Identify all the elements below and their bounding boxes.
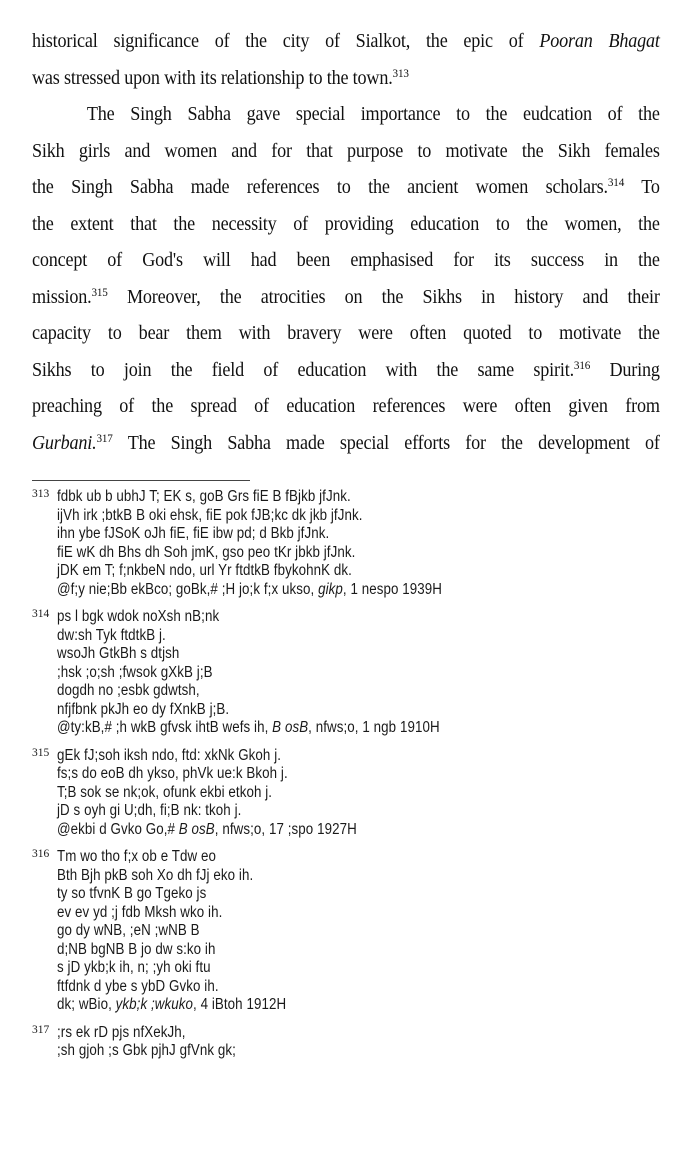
footnote-line: s jD ykb;k ih, n; ;yh oki ftu (57, 959, 211, 976)
text-span: capacity to bear them with bravery were often quoted to motivate the (32, 323, 660, 344)
footnote-ref-316[interactable]: 316 (573, 357, 591, 372)
footnote-line: fs;s do eoB dh ykso, phVk ue:k Bkoh j. (57, 765, 288, 782)
footnote-line: fdbk ub b ubhJ T; EK s, goB Grs fiE B fBjkb jfJnk. (57, 488, 351, 505)
citation-date: , 4 iBtoh 1912H (193, 996, 287, 1013)
body-line (32, 316, 660, 353)
footnote-line: ty so tfvnK B go Tgeko js (57, 885, 207, 902)
citation-date: , nfws;o, 17 ;spo 1927H (214, 820, 357, 838)
footnote-citation (57, 719, 586, 738)
footnote-citation (57, 821, 586, 840)
footnote-line: ;sh gjoh ;s Gbk pjhJ gfVnk gk; (57, 1042, 236, 1059)
body-line (32, 97, 660, 134)
footnote-line: jD s oyh gi U;dh, fi;B nk: tkoh j. (57, 802, 242, 819)
body-line (32, 243, 660, 280)
citation-text: @ty:kB,# ;h wkB gfvsk ihtB wefs ih, (57, 719, 273, 736)
text-span: The Singh Sabha made special efforts for the development of (112, 432, 660, 454)
footnote-line: ;hsk ;o;sh ;fwsok gXkB j;B (57, 663, 213, 681)
footnote-citation (57, 996, 586, 1015)
footnote-line: T;B sok se nk;ok, ofunk ekbi etkoh j. (57, 783, 273, 801)
footnote-line: ev ev yd ;j fdb Mksh wko ih. (57, 903, 223, 921)
footnote-315 (32, 747, 672, 840)
body-line (32, 207, 660, 244)
footnote-line: d;NB bgNB B jo dw s:ko ih (57, 940, 216, 958)
body-text (32, 0, 660, 462)
footnote-line: Tm wo tho f;x ob e Tdw eo (57, 848, 216, 865)
text-span: To (624, 177, 660, 198)
footnote-line: go dy wNB, ;eN ;wNB B (57, 922, 200, 939)
footnote-ref-313[interactable]: 313 (392, 65, 409, 80)
footnote-line: fiE wK dh Bhs dh Soh jmK, gso peo tKr jbkb jfJnk. (57, 543, 356, 561)
citation-date: , 1 nespo 1939H (342, 580, 443, 598)
footnote-number: 313 (32, 488, 50, 500)
footnote-separator (32, 480, 250, 481)
body-line (32, 353, 660, 390)
footnote-ref-314[interactable]: 314 (607, 175, 625, 189)
footnote-313 (32, 488, 672, 599)
text-span: was stressed upon with its relationship to the town. (32, 67, 393, 89)
text-span: the extent that the necessity of providing education to the women, the (32, 213, 660, 235)
body-line (32, 280, 660, 317)
italic-title: Pooran Bhagat (539, 31, 660, 52)
text-span: preaching of the spread of education references were often given from (32, 396, 660, 417)
body-line (32, 61, 660, 98)
text-span: The Singh Sabha gave special importance to the eudcation of the (86, 104, 660, 125)
footnote-line: ftfdnk d ybe s ybD Gvko ih. (57, 977, 219, 995)
footnote-ref-315[interactable]: 315 (91, 284, 108, 299)
italic-term: Gurbani. (32, 432, 97, 454)
footnote-317 (32, 1024, 672, 1061)
footnote-line: Bth Bjh pkB soh Xo dh fJj eko ih. (57, 866, 254, 884)
footnote-line: ps l bgk wdok noXsh nB;nk (57, 608, 220, 625)
footnote-number: 315 (32, 746, 50, 759)
citation-source: B osB (178, 820, 215, 838)
footnote-line: nfjfbnk pkJh eo dy fXnkB j;B. (57, 700, 230, 718)
body-line (32, 426, 660, 463)
footnote-line: jDK em T; f;nkbeN ndo, url Yr ftdtkB fbykohnK dk. (57, 562, 352, 579)
citation-text: @f;y nie;Bb ekBco; goBk,# ;H jo;k f;x ukso, (57, 580, 319, 598)
footnote-314 (32, 608, 672, 738)
citation-source: B osB (272, 719, 309, 736)
citation-source: gikp (318, 580, 343, 598)
footnote-line: wsoJh GtkBh s dtjsh (57, 645, 180, 662)
footnote-ref-317[interactable]: 317 (96, 430, 113, 445)
text-span: Moreover, the atrocities on the Sikhs in history and their (107, 286, 660, 308)
footnote-line: ;rs ek rD pjs nfXekJh, (57, 1023, 186, 1041)
footnote-number: 317 (32, 1023, 50, 1036)
text-span: concept of God's will had been emphasised for its success in the (32, 250, 660, 271)
footnote-line: dogdh no ;esbk gdwtsh, (57, 682, 200, 699)
footnote-number: 314 (32, 608, 50, 620)
footnote-316 (32, 848, 672, 1015)
citation-text: @ekbi d Gvko Go,# (57, 820, 179, 838)
citation-text: dk; wBio, (57, 996, 116, 1013)
footnote-line: gEk fJ;soh iksh ndo, ftd: xkNk Gkoh j. (57, 746, 282, 764)
text-span: During (590, 359, 660, 381)
text-span: historical significance of the city of Sialkot, the epic of (32, 31, 540, 52)
body-line (32, 24, 660, 61)
text-span: Sikhs to join the field of education with the same spirit. (32, 359, 574, 381)
text-span: the Singh Sabha made references to the ancient women scholars. (32, 177, 608, 198)
footnote-line: ijVh irk ;btkB B oki ehsk, fiE pok fJB;kc dk jkb jfJnk. (57, 506, 363, 524)
footnote-line: ihn ybe fJSoK oJh fiE, fiE ibw pd; d Bkb jfJnk. (57, 525, 330, 542)
footnote-citation (57, 581, 586, 600)
body-line (32, 389, 660, 426)
body-line (32, 170, 660, 207)
body-line (32, 134, 660, 171)
footnote-number: 316 (32, 848, 50, 860)
footnote-line: dw:sh Tyk ftdtkB j. (57, 626, 166, 644)
text-span: mission. (32, 286, 92, 308)
citation-date: , nfws;o, 1 ngb 1910H (308, 719, 440, 736)
text-span: Sikh girls and women and for that purpose to motivate the Sikh females (32, 140, 660, 162)
citation-source: ykb;k ;wkuko (115, 996, 194, 1013)
footnotes-section (32, 488, 672, 1070)
